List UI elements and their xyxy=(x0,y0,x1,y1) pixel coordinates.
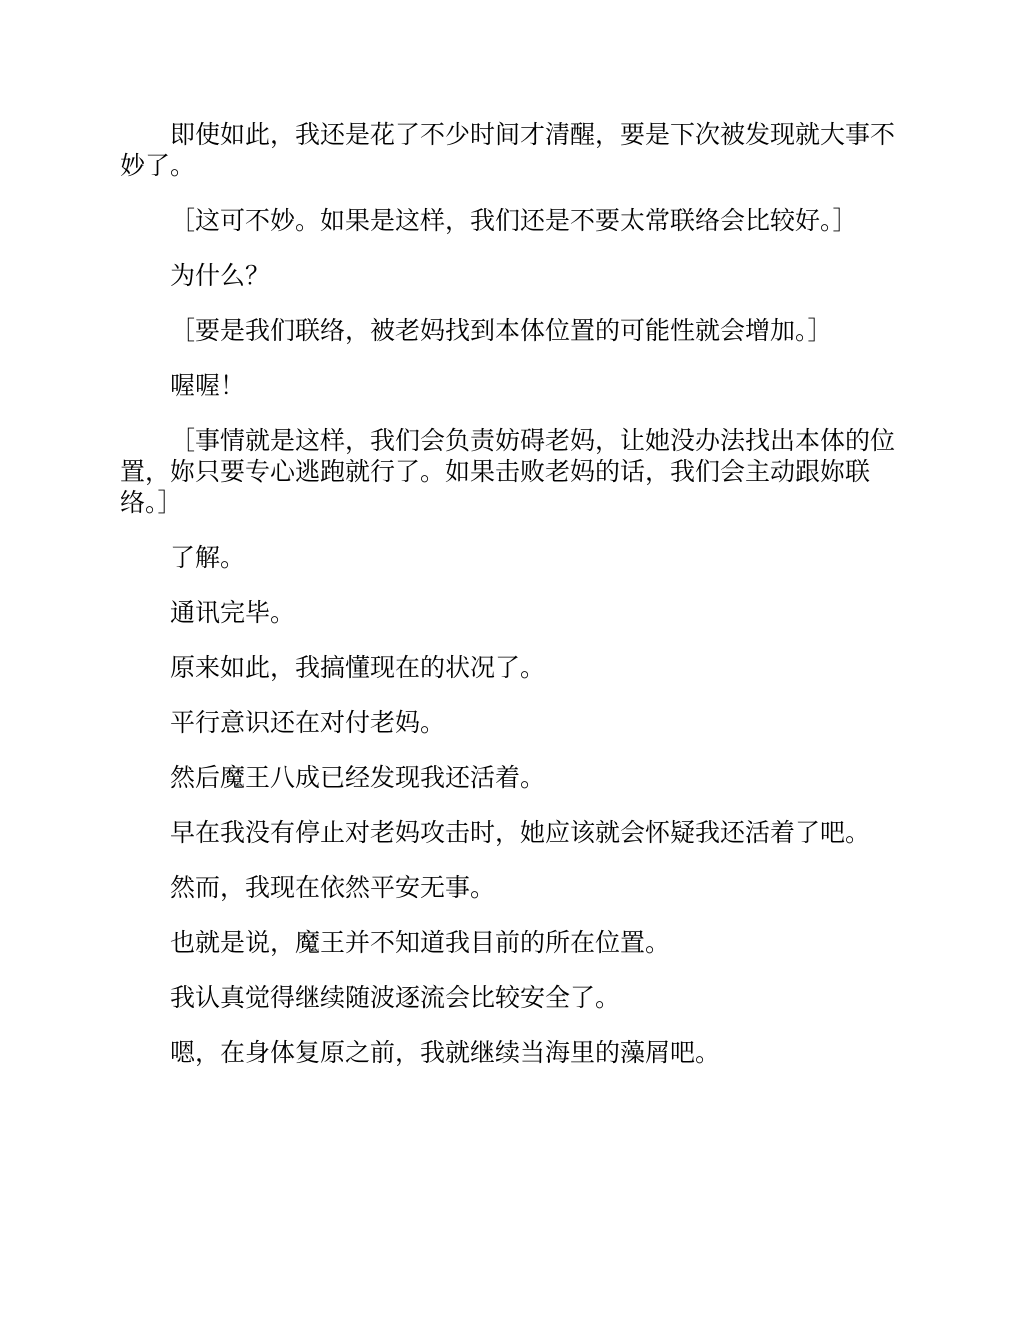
paragraph: 通讯完毕。 xyxy=(170,598,296,627)
paragraph: 也就是说，魔王并不知道我目前的所在位置。 xyxy=(170,928,671,957)
paragraph: ［这可不妙。如果是这样，我们还是不要太常联络会比较好。］ xyxy=(170,206,858,235)
paragraph: 嗯，在身体复原之前，我就继续当海里的藻屑吧。 xyxy=(170,1038,721,1067)
paragraph: 即使如此，我还是花了不少时间才清醒，要是下次被发现就大事不妙了。 xyxy=(120,120,896,180)
paragraph: 然后魔王八成已经发现我还活着。 xyxy=(170,763,546,792)
document-body xyxy=(120,119,900,1092)
paragraph: 为什么？ xyxy=(170,261,271,290)
paragraph: 然而，我现在依然平安无事。 xyxy=(170,873,496,902)
paragraph: 平行意识还在对付老妈。 xyxy=(170,708,446,737)
paragraph: 原来如此，我搞懂现在的状况了。 xyxy=(170,653,546,682)
paragraph: ［要是我们联络，被老妈找到本体位置的可能性就会增加。］ xyxy=(170,316,833,345)
paragraph: 了解。 xyxy=(170,543,246,572)
paragraph: 喔喔！ xyxy=(170,371,246,400)
paragraph: 我认真觉得继续随波逐流会比较安全了。 xyxy=(170,983,621,1012)
paragraph: 早在我没有停止对老妈攻击时，她应该就会怀疑我还活着了吧。 xyxy=(170,818,871,847)
paragraph: ［事情就是这样，我们会负责妨碍老妈，让她没办法找出本体的位置，妳只要专心逃跑就行了。如果击败老妈的话，我们会主动跟妳联络。］ xyxy=(120,426,896,517)
